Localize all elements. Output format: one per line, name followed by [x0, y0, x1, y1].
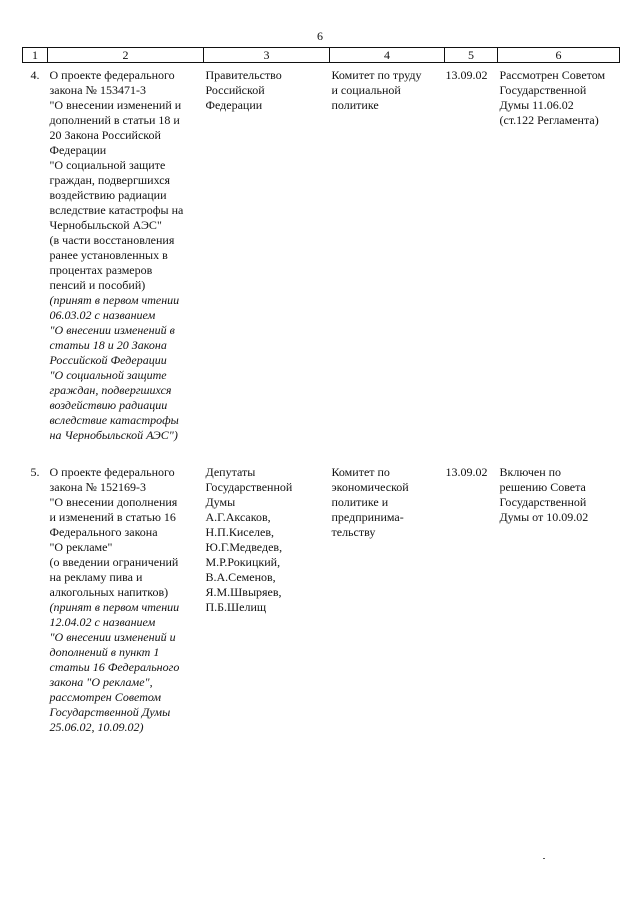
bill-text-line: воздействию радиации — [49, 398, 168, 412]
bill-text-line: "О рекламе" — [49, 540, 113, 554]
bill-text-line: 20 Закона Российской — [49, 128, 161, 142]
bill-text-line: и изменений в статью 16 — [49, 510, 176, 524]
bill-text-line: (принят в первом чтении — [49, 600, 180, 614]
status-line: (ст.122 Регламента) — [499, 113, 599, 127]
bill-text-line: дополнений в статьи 18 и — [49, 113, 180, 127]
initiator-line: П.Б.Шелищ — [205, 600, 267, 614]
bill-text-line: ранее установленных в — [49, 248, 168, 262]
bills-table — [22, 47, 620, 735]
row-number: 5. — [30, 465, 40, 479]
bill-text-line: алкогольных напитков) — [49, 585, 169, 599]
column-header: 3 — [204, 48, 330, 63]
bill-text-line: "О социальной защите — [49, 368, 167, 382]
bill-text-line: дополнений в пункт 1 — [49, 645, 160, 659]
row-number-cell — [23, 443, 48, 735]
initiator-line: М.Р.Рокицкий, — [205, 555, 281, 569]
status-line: Государственной — [499, 83, 587, 97]
date-text: 13.09.02 — [445, 68, 488, 82]
row-number: 4. — [30, 68, 40, 82]
initiator-line: Правительство — [205, 68, 282, 82]
bill-cell — [48, 443, 204, 735]
date-cell — [445, 443, 498, 735]
bill-text-line: Федерации — [49, 143, 107, 157]
bill-text-line: статьи 16 Федерального — [49, 660, 180, 674]
date-cell — [445, 63, 498, 444]
status-cell — [498, 443, 620, 735]
committee-line: политике — [331, 98, 379, 112]
initiator-line: В.А.Семенов, — [205, 570, 276, 584]
column-header: 1 — [23, 48, 48, 63]
initiator-line: Депутаты — [205, 465, 256, 479]
bill-text-line: (в части восстановления — [49, 233, 175, 247]
committee-line: экономической — [331, 480, 409, 494]
bill-text-line: Государственной Думы — [49, 705, 171, 719]
committee-line: тельству — [331, 525, 376, 539]
bill-text-line: граждан, подвергшихся — [49, 383, 172, 397]
bill-text-line: "О внесении изменений и — [49, 98, 182, 112]
bill-text-line: воздействию радиации — [49, 188, 167, 202]
column-header: 2 — [48, 48, 204, 63]
bill-text-line: 25.06.02, 10.09.02) — [49, 720, 144, 734]
bill-text-line: рассмотрен Советом — [49, 690, 162, 704]
bill-text-line: закона № 153471-3 — [49, 83, 146, 97]
bill-text-line: Российской Федерации — [49, 353, 167, 367]
bill-text-line: закона "О рекламе", — [49, 675, 153, 689]
bill-text-line: закона № 152169-3 — [49, 480, 146, 494]
bill-text-line: О проекте федерального — [49, 68, 175, 82]
status-line: Думы 11.06.02 — [499, 98, 574, 112]
committee-line: предпринима- — [331, 510, 404, 524]
committee-line: Комитет по — [331, 465, 390, 479]
table-row — [23, 443, 620, 735]
initiator-line: Государственной — [205, 480, 293, 494]
bill-text-line: вследствие катастрофы на — [49, 203, 184, 217]
bill-text-line: статьи 18 и 20 Закона — [49, 338, 167, 352]
bill-text-line: О проекте федерального — [49, 465, 175, 479]
initiator-line: Федерации — [205, 98, 263, 112]
bill-text-line: Чернобыльской АЭС" — [49, 218, 162, 232]
column-header: 5 — [445, 48, 498, 63]
bill-text-line: процентах размеров — [49, 263, 153, 277]
bill-text-line: 06.03.02 с названием — [49, 308, 156, 322]
initiator-line: Н.П.Киселев, — [205, 525, 275, 539]
bill-text-line: "О внесении изменений и — [49, 630, 176, 644]
status-line: Рассмотрен Советом — [499, 68, 606, 82]
initiator-line: Российской — [205, 83, 265, 97]
date-text: 13.09.02 — [445, 465, 488, 479]
bill-text-line: "О внесении изменений в — [49, 323, 175, 337]
status-cell — [498, 63, 620, 444]
table-row — [23, 63, 620, 444]
bill-text-line: "О внесении дополнения — [49, 495, 178, 509]
initiator-line: Я.М.Швыряев, — [205, 585, 282, 599]
bill-text-line: (о введении ограничений — [49, 555, 179, 569]
initiator-line: А.Г.Аксаков, — [205, 510, 271, 524]
status-line: Думы от 10.09.02 — [499, 510, 589, 524]
committee-line: и социальной — [331, 83, 401, 97]
row-number-cell — [23, 63, 48, 444]
bill-cell — [48, 63, 204, 444]
page-number: 6 — [317, 29, 323, 43]
status-line: Государственной — [499, 495, 587, 509]
column-header: 4 — [330, 48, 445, 63]
bill-text-line: Федерального закона — [49, 525, 158, 539]
bill-text-line: вследствие катастрофы — [49, 413, 179, 427]
committee-cell — [330, 63, 445, 444]
initiator-cell — [204, 63, 330, 444]
initiator-line: Думы — [205, 495, 236, 509]
bill-text-line: граждан, подвергшихся — [49, 173, 171, 187]
bill-text-line: (принят в первом чтении — [49, 293, 180, 307]
bill-text-line: "О социальной защите — [49, 158, 166, 172]
column-header: 6 — [498, 48, 620, 63]
initiator-cell — [204, 443, 330, 735]
status-line: Включен по — [499, 465, 562, 479]
scan-mark — [543, 858, 545, 859]
committee-line: политике и — [331, 495, 389, 509]
committee-cell — [330, 443, 445, 735]
bill-text-line: на рекламу пива и — [49, 570, 143, 584]
initiator-line: Ю.Г.Медведев, — [205, 540, 283, 554]
committee-line: Комитет по труду — [331, 68, 422, 82]
bill-text-line: 12.04.02 с названием — [49, 615, 156, 629]
bill-text-line: пенсий и пособий) — [49, 278, 146, 292]
status-line: решению Совета — [499, 480, 586, 494]
table-header-row — [23, 48, 620, 63]
bill-text-line: на Чернобыльской АЭС") — [49, 428, 178, 442]
